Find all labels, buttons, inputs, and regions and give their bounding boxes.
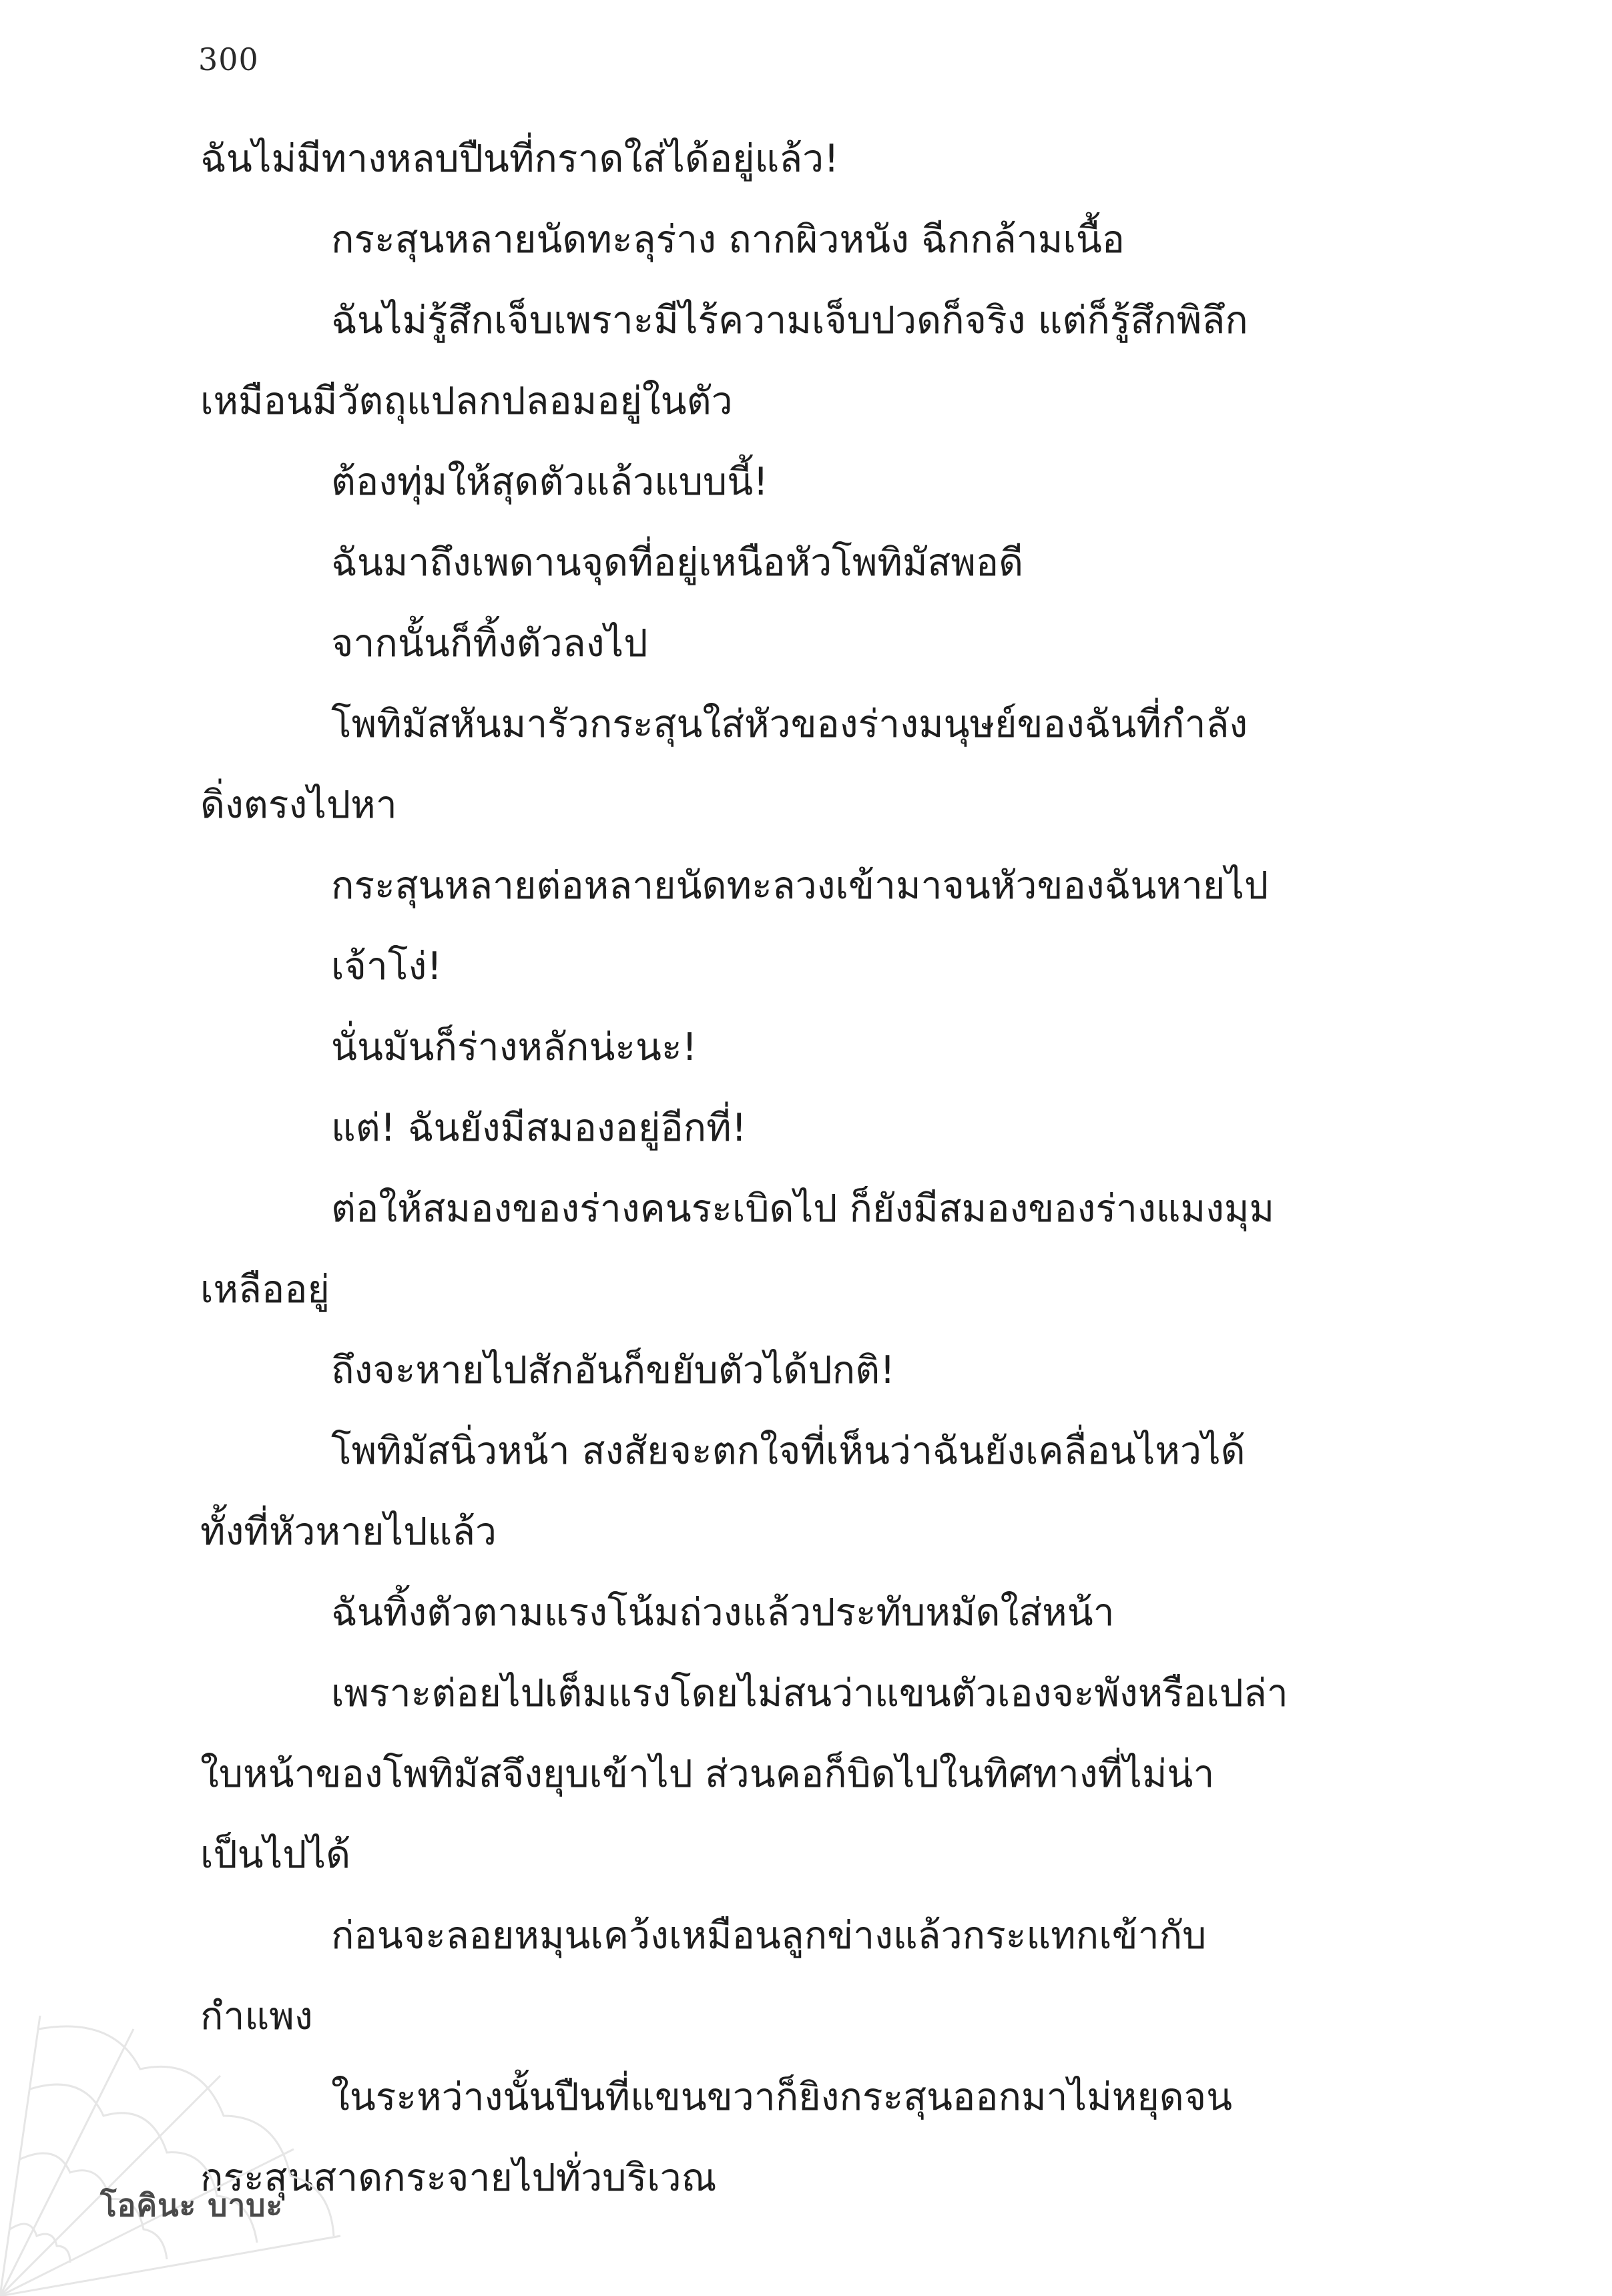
author-footer: โอคินะ บาบะ [100,2187,284,2223]
paragraph-line: เป็นไปได้ [200,1833,351,1877]
paragraph-line: โพทิมัสหันมารัวกระสุนใส่หัวของร่างมนุษย์ของฉันที่กำลัง [331,702,1248,746]
spider-web-icon [0,2016,347,2296]
paragraph-line: กำแพง [200,1994,313,2038]
paragraph-line: เจ้าโง่! [331,944,443,988]
paragraph-line: เพราะต่อยไปเต็มแรงโดยไม่สนว่าแขนตัวเองจะพังหรือเปล่า [331,1671,1288,1715]
paragraph-line: โพทิมัสนิ่วหน้า สงสัยจะตกใจที่เห็นว่าฉันยังเคลื่อนไหวได้ [331,1429,1246,1473]
paragraph-line: ดิ่งตรงไปหา [200,783,397,827]
paragraph-line: ฉันไม่มีทางหลบปืนที่กราดใส่ได้อยู่แล้ว! [200,137,840,181]
body-text [200,119,1412,2219]
paragraph-line: ถึงจะหายไปสักอันก็ขยับตัวได้ปกติ! [331,1348,896,1392]
paragraph-line: ฉันไม่รู้สึกเจ็บเพราะมีไร้ความเจ็บปวดก็จริง แต่ก็รู้สึกพิลึก [331,298,1248,342]
paragraph-line: ต่อให้สมองของร่างคนระเบิดไป ก็ยังมีสมองของร่างแมงมุม [331,1187,1275,1231]
paragraph-line: ฉันทิ้งตัวตามแรงโน้มถ่วงแล้วประทับหมัดใส่หน้า [331,1591,1115,1635]
paragraph-line: กระสุนหลายต่อหลายนัดทะลวงเข้ามาจนหัวของฉันหายไป [331,864,1269,908]
paragraph-line: นั่นมันก็ร่างหลักน่ะนะ! [331,1025,698,1069]
paragraph-line: ฉันมาถึงเพดานจุดที่อยู่เหนือหัวโพทิมัสพอดี [331,541,1024,585]
paragraph-line: เหมือนมีวัตถุแปลกปลอมอยู่ในตัว [200,379,733,423]
paragraph-line: กระสุนหลายนัดทะลุร่าง ถากผิวหนัง ฉีกกล้ามเนื้อ [331,218,1125,262]
paragraph-line: แต่! ฉันยังมีสมองอยู่อีกที่! [331,1106,747,1150]
paragraph-line: จากนั้นก็ทิ้งตัวลงไป [331,621,648,665]
page-number: 300 [198,41,259,77]
paragraph-line: ทั้งที่หัวหายไปแล้ว [200,1510,497,1554]
paragraph-line: ก่อนจะลอยหมุนเคว้งเหมือนลูกข่างแล้วกระแทกเข้ากับ [331,1914,1207,1958]
paragraph-line: ต้องทุ่มให้สุดตัวแล้วแบบนี้! [331,460,769,504]
paragraph-line: ใบหน้าของโพทิมัสจึงยุบเข้าไป ส่วนคอก็บิดไปในทิศทางที่ไม่น่า [200,1752,1215,1796]
paragraph-line: กระสุนสาดกระจายไปทั่วบริเวณ [200,2156,717,2200]
paragraph-line: ในระหว่างนั้นปืนที่แขนขวาก็ยิงกระสุนออกมาไม่หยุดจน [331,2075,1233,2119]
paragraph-line: เหลืออยู่ [200,1267,330,1312]
